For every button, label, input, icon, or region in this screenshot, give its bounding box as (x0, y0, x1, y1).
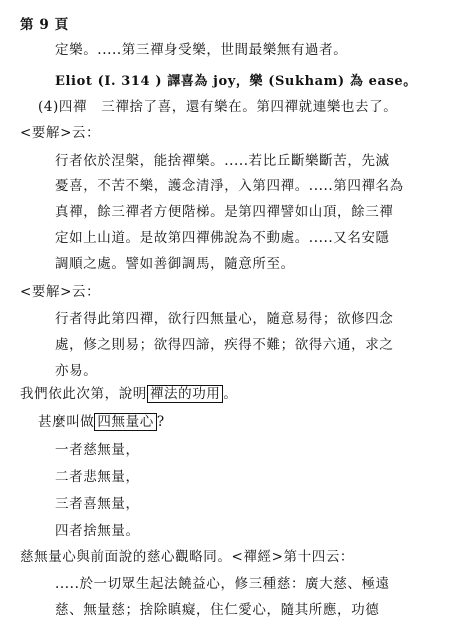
quote-line: 慈、無量慈；捨除瞋癡，住仁愛心，隨其所應，功德 (55, 602, 380, 618)
text-fragment: 。 (223, 386, 238, 402)
citation-label: <要解>云： (20, 284, 101, 300)
list-item: 四者捨無量。 (55, 523, 140, 539)
quote-line: 行者依於涅槃，能捨禪樂。.....若比丘斷樂斷苦，先滅 (55, 153, 390, 169)
quote-line: 行者得此第四禪，欲行四無量心，隨意易得；欲修四念 (55, 311, 394, 327)
quote-line: 真禪，餘三禪者方便階梯。是第四禪譬如山頂，餘三禪 (55, 204, 394, 220)
quote-line: 定如上山道。是故第四禪佛說為不動處。.....又名安隱 (55, 230, 390, 246)
boxed-term: 禪法的功用 (147, 385, 224, 403)
text-line-translation-note: Eliot (I. 314 ) 譯喜為 joy，樂 (Sukham) 為 ease。 (55, 74, 417, 89)
text-line: 定樂。.....第三禪身受樂，世間最樂無有過者。 (55, 42, 348, 58)
list-item: 三者喜無量， (55, 496, 140, 512)
quote-line: 調順之處。譬如善御調馬，隨意所至。 (55, 256, 295, 272)
quote-line: 憂喜，不苦不樂，護念清淨，入第四禪。.....第四禪名為 (55, 178, 404, 194)
page-label: 第 9 頁 (20, 17, 69, 33)
text-line (38, 413, 165, 431)
quote-line: 亦易。 (55, 363, 98, 379)
text-fragment: 我們依此次第，說明 (20, 386, 147, 402)
text-fragment: 甚麼叫做 (38, 414, 95, 430)
text-line-section-heading: (4)四禪 三禪捨了喜，還有樂在。第四禪就連樂也去了。 (38, 99, 398, 115)
citation-label: <要解>云： (20, 125, 101, 141)
boxed-term: 四無量心 (94, 413, 156, 431)
text-line: 慈無量心與前面說的慈心觀略同。<禪經>第十四云： (20, 549, 355, 565)
quote-line: .....於一切眾生起法饒益心，修三種慈：廣大慈、極遠 (55, 576, 390, 592)
list-item: 二者悲無量， (55, 469, 140, 485)
text-line (20, 385, 238, 403)
quote-line: 處，修之則易；欲得四諦，疾得不難；欲得六通，求之 (55, 337, 394, 353)
text-fragment: ? (156, 414, 165, 430)
list-item: 一者慈無量， (55, 442, 140, 458)
